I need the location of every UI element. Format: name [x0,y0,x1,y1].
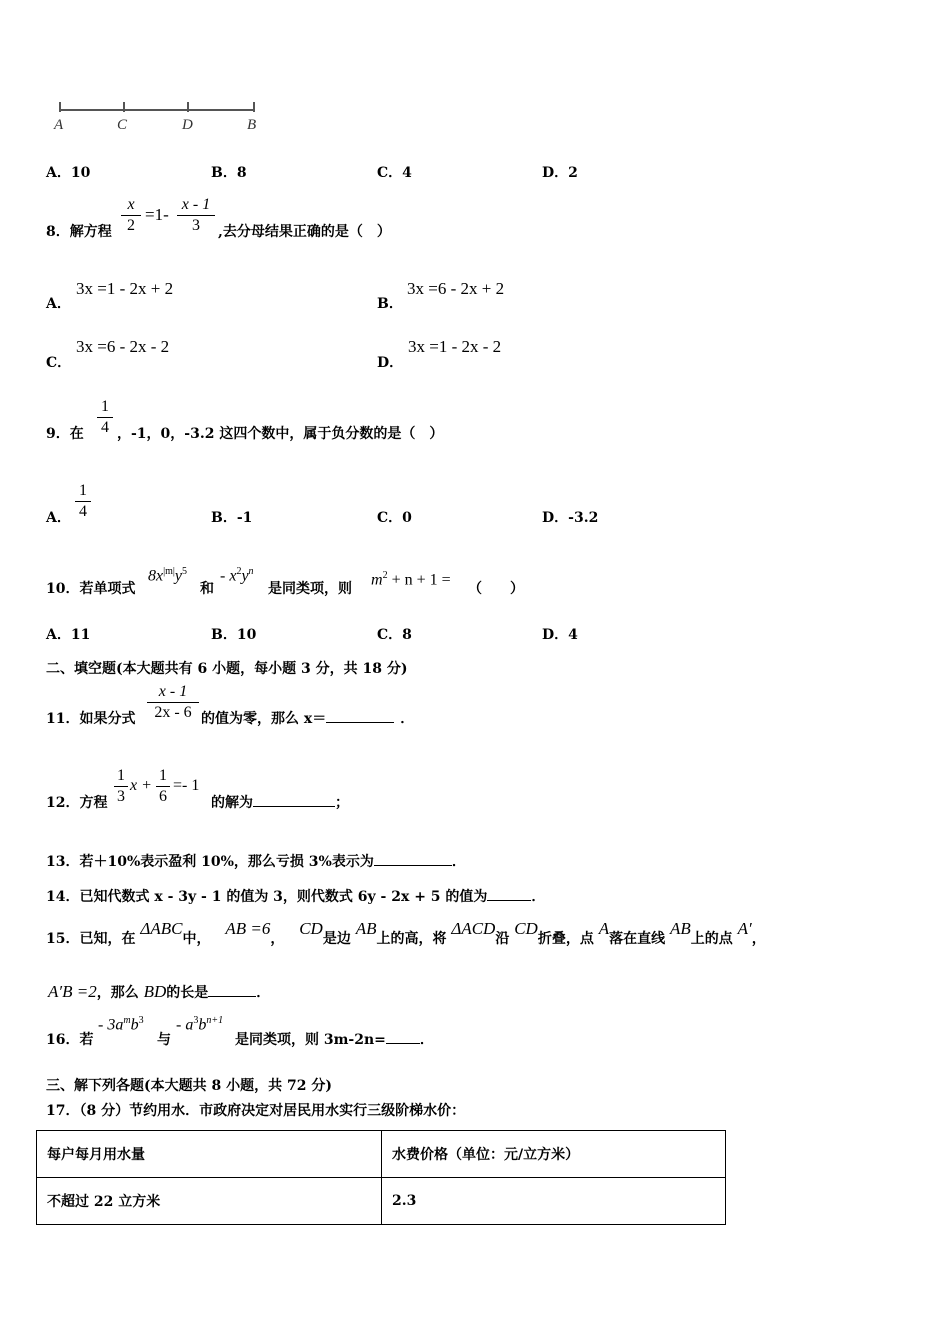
label-c: C [117,117,128,133]
q10-monomial-2: - $x^2y^n$ [220,566,254,585]
q11-stem: 11．如果分式 [46,711,136,727]
q9-option-a-fraction: 1 4 [75,482,91,521]
q12-suffix: 的解为 ； [211,795,349,811]
q8-option-d-expr: 3x =1 - 2x - 2 [408,337,502,356]
q8-option-b-letter: B． [377,296,403,312]
label-d: D [182,117,193,133]
q8-suffix: ,去分母结果正确的是（ ） [218,224,391,240]
q10-and: 和 [200,581,214,597]
q8-fraction-right: x - 1 3 [177,196,215,235]
q7-option-b: B．8 [211,165,247,181]
q10-option-b: B．10 [211,627,257,643]
q15-line-2: A′B =2，那么 BD的长是 ． [48,982,271,1001]
table-header-cell: 水费价格（单位：元/立方米） [382,1131,726,1178]
q8-option-d-letter: D． [377,355,404,371]
q12-stem: 12．方程 [46,795,108,811]
q12-rhs: =- 1 [173,777,200,794]
q10-option-c: C．8 [377,627,412,643]
q12-fraction-1: 1 3 [114,767,128,806]
q8-option-b-expr: 3x =6 - 2x + 2 [407,279,505,298]
q11-suffix: 的值为零，那么 x＝ ． [201,711,415,727]
label-a: A [54,117,64,133]
q11-fraction: x - 1 2x - 6 [147,683,199,722]
section-2-heading: 二、填空题(本大题共有 6 小题，每小题 3 分，共 18 分) [46,661,408,677]
q13-answer-blank[interactable] [374,853,452,866]
q7-option-c: C．4 [377,165,412,181]
q9-option-c: C．0 [377,510,412,526]
segment-figure [50,96,270,136]
q9-fraction: 1 4 [97,398,113,437]
q10-option-a: A．11 [46,627,91,643]
q10-mid: 是同类项，则 [268,581,352,597]
q17-intro: 17．（8 分）节约用水．市政府决定对居民用水实行三级阶梯水价： [46,1103,466,1119]
q12-answer-blank[interactable] [253,794,335,807]
q8-option-a-letter: A． [46,296,71,312]
q16-monomial-2: - $a^3b^{n+1}$ [176,1015,224,1034]
q10-expression: $m^2 + n + 1$ = [371,570,451,589]
q14: 14．已知代数式 x - 3y - 1 的值为 3，则代数式 6y - 2x + 5 的值为 ． [46,889,546,905]
q9-suffix: ，-1，0，-3.2 这四个数中，属于负分数的是（ ） [117,426,444,442]
q16-and: 与 [157,1032,171,1048]
table-row [37,1178,726,1225]
q12-mid: x + [130,777,152,794]
q7-option-a: A．10 [46,165,91,181]
q11-answer-blank[interactable] [326,710,394,723]
q8-option-c-expr: 3x =6 - 2x - 2 [76,337,170,356]
water-price-table [36,1130,726,1225]
q8-equals: =1- [145,205,169,224]
q8-option-a-expr: 3x =1 - 2x + 2 [76,279,174,298]
label-b: B [247,117,257,133]
table-cell: 不超过 22 立方米 [37,1178,382,1225]
q10-monomial-1: $8x^{|m|}y^5$ [148,566,188,585]
q8-stem: 8．解方程 [46,224,112,240]
table-header-cell: 每户每月用水量 [37,1131,382,1178]
q15-line-1: 15．已知，在 ΔABC中， AB =6， CD是边 AB上的高，将 ΔACD沿 CD折叠，点 A落在直线 AB上的点 A′， [46,919,766,947]
q14-answer-blank[interactable] [487,888,531,901]
q9-stem: 9．在 [46,426,84,442]
section-3-heading: 三、解下列各题(本大题共 8 小题，共 72 分) [46,1078,332,1094]
q16-answer-blank[interactable] [386,1031,420,1044]
q8-fraction-left: x 2 [121,196,141,235]
q16-stem: 16．若 [46,1032,94,1048]
q15-answer-blank[interactable] [208,984,256,997]
q9-option-d: D．-3.2 [542,510,599,526]
table-header-row [37,1131,726,1178]
q7-option-d: D．2 [542,165,578,181]
q16-suffix: 是同类项，则 3m-2n= ． [235,1032,434,1048]
table-cell: 2.3 [382,1178,726,1225]
q12-fraction-2: 1 6 [156,767,170,806]
q10-option-d: D．4 [542,627,578,643]
q10-suffix: （ ） [468,581,524,597]
q13: 13．若＋10%表示盈利 10%，那么亏损 3%表示为 ． [46,854,466,870]
q16-monomial-1: - $3a^mb^3$ [98,1015,144,1034]
q9-option-a-letter: A． [46,510,71,526]
q8-option-c-letter: C． [46,355,72,371]
q9-option-b: B．-1 [211,510,253,526]
q10-stem: 10．若单项式 [46,581,136,597]
